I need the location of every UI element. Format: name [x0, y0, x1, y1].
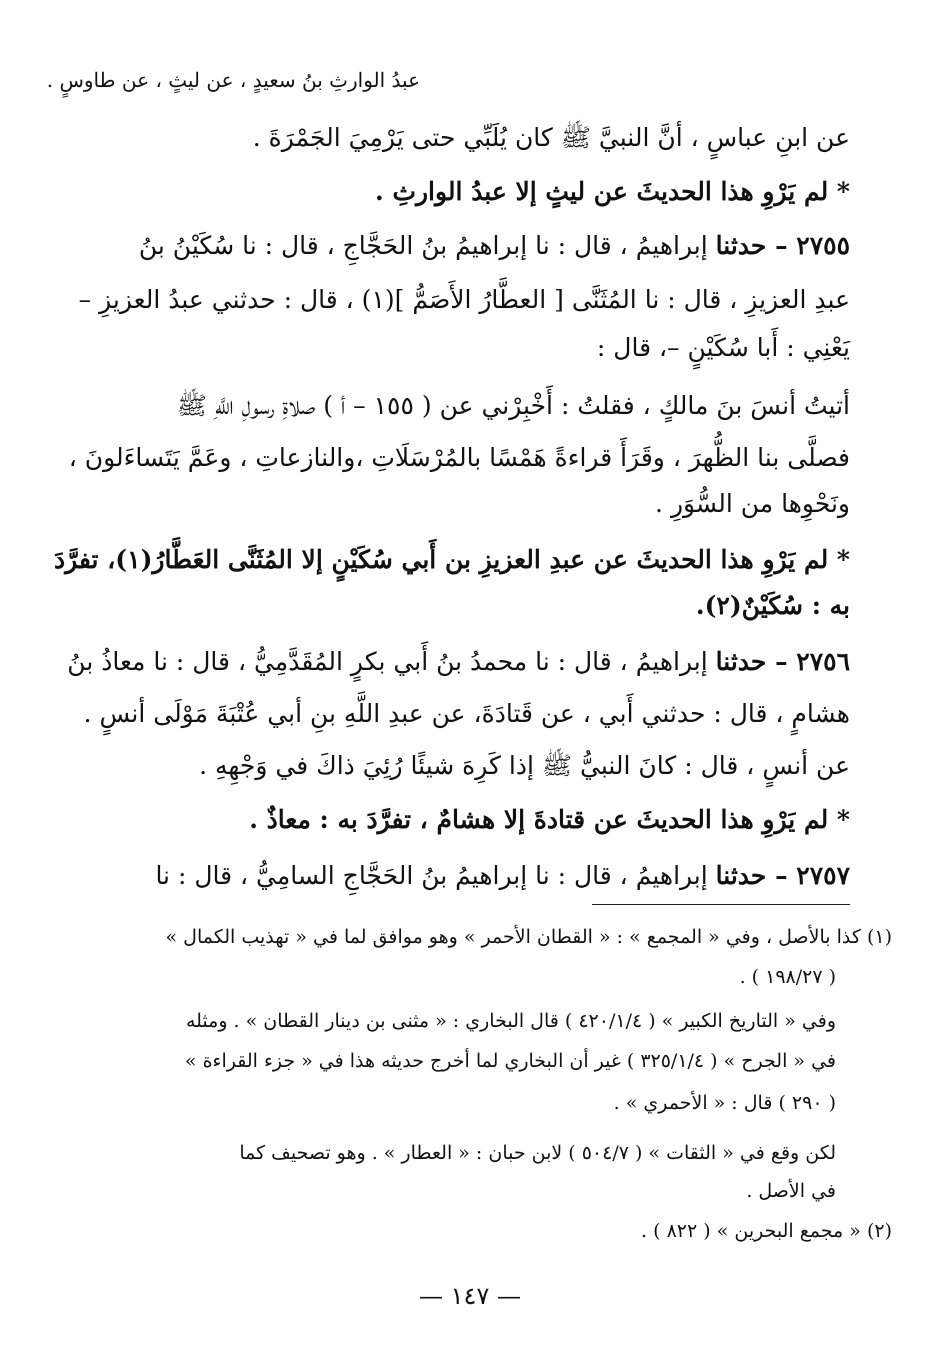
hadith-number: ٢٧٥٥	[796, 231, 850, 260]
commentary-line: به : سُكَيْنٌ(٢).	[695, 591, 850, 620]
text-line: أتيتُ أنسَ بنَ مالكٍ ، فقلتُ : أَخْبِرْني عن ( ١٥٥ – أ ) صلاةِ رسولِ اللَّهِ ﷺ	[176, 391, 850, 420]
footnote-line: لكن وقع في « الثقات » ( ٥٠٤/٧ ) لابن حبان : « العطار » . وهو تصحيف كما	[239, 1142, 836, 1164]
text-line: يَعْنِي : أَبا سُكَيْنٍ –، قال :	[596, 333, 850, 362]
hadith-2757-heading: ٢٧٥٧ – حدثنا إبراهيمُ ، قال : نا إبراهيمُ بنُ الحَجَّاجِ السامِيُّ ، قال : نا	[155, 861, 850, 890]
commentary-line: * لم يَرْوِ هذا الحديثَ عن عبدِ العزيزِ بن أَبي سُكَيْنٍ إلا المُثَنَّى العَطَّارُ(١)، تفرَّدَ	[53, 545, 850, 574]
text-line: عبدِ العزيزِ ، قال : نا المُثَنَّى [ العطَّارُ الأَصَمُّ ](١) ، قال : حدثني عبدُ العزيزِ –	[78, 285, 850, 314]
page-number: — ١٤٧ —	[419, 1282, 521, 1310]
footnote-line: ( ١٩٨/٢٧ ) .	[739, 966, 836, 988]
hadith-2756-heading: ٢٧٥٦ – حدثنا إبراهيمُ ، قال : نا محمدُ بنُ أَبي بكرٍ المُقَدَّمِيُّ ، قال : نا معاذُ بنُ	[67, 647, 850, 676]
hadith-number: ٢٧٥٧	[796, 861, 850, 890]
commentary-line: * لم يَرْوِ هذا الحديثَ عن ليثٍ إلا عبدُ الوارثِ .	[375, 177, 850, 206]
text-line: فصلَّى بنا الظُّهرَ ، وقَرَأَ قراءةً هَمْسًا بالمُرْسَلَاتِ ،والنازعاتِ ، وعَمَّ يَتَساءَلونَ ،	[68, 443, 850, 472]
footnote-line: ( ٢٩٠ ) قال : « الأحمري » .	[613, 1092, 836, 1114]
hadith-2755-heading: ٢٧٥٥ – حدثنا إبراهيمُ ، قال : نا إبراهيمُ بنُ الحَجَّاجِ ، قال : نا سُكَيْنُ بنُ	[138, 231, 850, 260]
text-line: هشامٍ ، قال : حدثني أَبي ، عن قَتادَةَ، عن عبدِ اللَّهِ بنِ أبي عُتْبَةَ مَوْلَى أنسٍ .	[83, 699, 850, 728]
footnote-line: وفي « التاريخ الكبير » ( ٤٢٠/١/٤ ) قال البخاري : « مثنى بن دينار القطان » . ومثله	[185, 1010, 836, 1032]
hadith-lead: حدثنا	[715, 647, 767, 676]
text-line: عبدُ الوارثِ بنُ سعيدٍ ، عن ليثٍ ، عن طاوسٍ .	[46, 68, 420, 92]
footnote-separator	[592, 904, 850, 905]
hadith-lead: حدثنا	[715, 861, 767, 890]
hadith-lead: حدثنا	[715, 231, 767, 260]
footnote-line: في « الجرح » ( ٣٢٥/١/٤ ) غير أن البخاري لما أخرج حديثه هذا في « جزء القراءة »	[184, 1050, 836, 1072]
text-line: عن ابنِ عباسٍ ، أنَّ النبيَّ ﷺ كان يُلَبِّي حتى يَرْمِيَ الجَمْرَةَ .	[252, 123, 850, 152]
hadith-number: ٢٧٥٦	[796, 647, 850, 676]
text-line: ونَحْوِها من السُّوَرِ .	[655, 489, 850, 518]
commentary-line: * لم يَرْوِ هذا الحديثَ عن قتادةَ إلا هشامٌ ، تفرَّدَ به : معاذٌ .	[249, 805, 850, 834]
footnote-line: في الأصل .	[746, 1180, 836, 1202]
text-line: عن أنسٍ ، قال : كانَ النبيُّ ﷺ إذا كَرِهَ شيئًا رُئِيَ ذاكَ في وَجْهِهِ .	[199, 751, 850, 780]
footnote-line: (٢) « مجمع البحرين » ( ٨٢٢ ) .	[641, 1220, 892, 1242]
footnote-line: (١) كذا بالأصل ، وفي « المجمع » : « القطان الأحمر » وهو موافق لما في « تهذيب الكمال »	[165, 926, 892, 948]
